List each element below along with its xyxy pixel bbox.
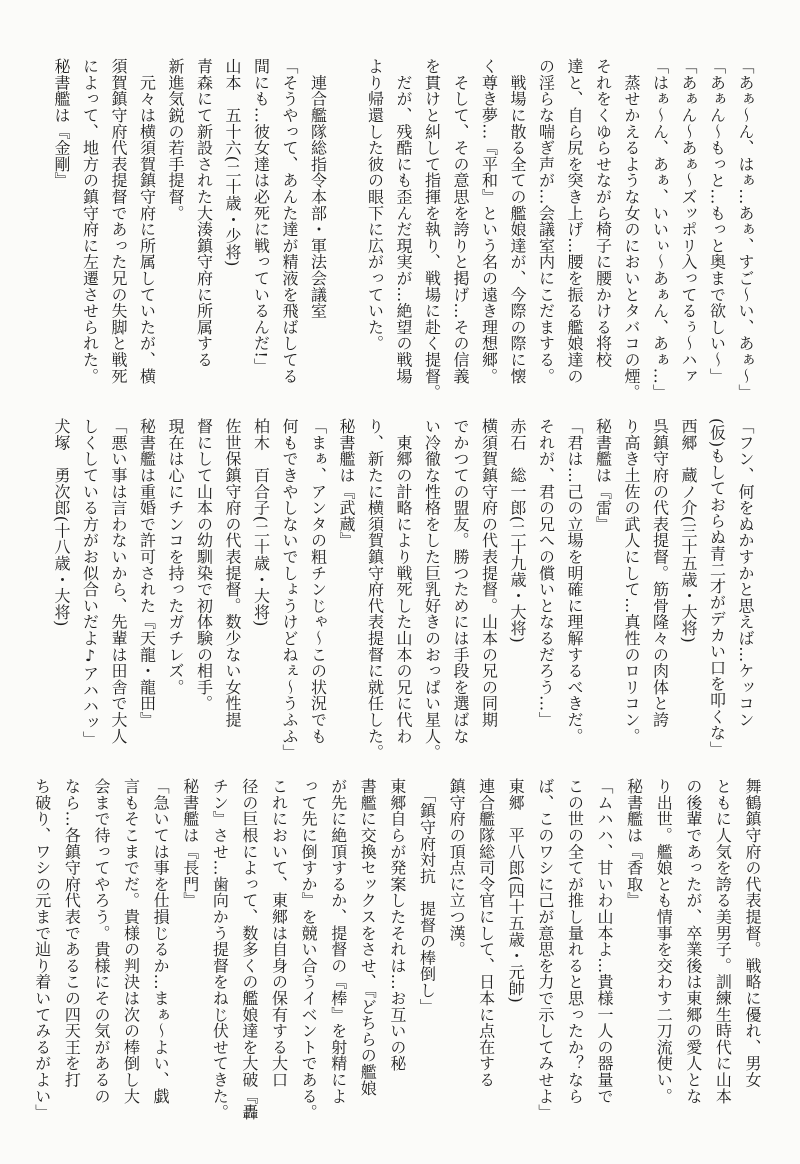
text-line: り、新たに横須賀鎮守府代表提督に就任した。	[365, 418, 385, 761]
text-line: 東郷の計略により戦死した山本の兄に代わ	[394, 418, 413, 744]
text-line: ち破り、ワシの元まで辿り着いてみるがよい」	[32, 778, 52, 1121]
text-line: り出世。艦娘とも情事を交わす二刀流使い。	[654, 778, 674, 1104]
text-line: 「あぁ～ん、はぁ…あぁ、すご～い、あぁ～」	[736, 58, 755, 401]
text-line: によって、地方の鎮守府に左遷させられた。	[80, 58, 100, 384]
text-line: が先に絶頂するか、提督の『棒』を射精によ	[328, 778, 348, 1104]
text-line: 横須賀鎮守府の代表提督。山本の兄の同期	[479, 418, 499, 728]
text-line: チン』させ…歯向かう提督をねじ伏せてきた。	[210, 778, 230, 1121]
text-line: 「そうやって、あんた達が精液を飛ばしてる	[280, 58, 299, 384]
text-line: 「フン、何をぬかすかと思えば…ケッコン	[736, 418, 755, 728]
text-line: 言もそこまでだ。貴様の判決は次の棒倒し大	[121, 778, 141, 1104]
text-line: 須賀鎮守府代表提督であった兄の失脚と戦死	[109, 58, 128, 384]
text-line: 元々は横須賀鎮守府に所属していたが、横	[137, 58, 157, 384]
text-line: の後輩であったが、卒業後は東郷の愛人とな	[683, 778, 703, 1104]
text-line: 「悪い事は言わないから、先輩は田舎で大人	[109, 418, 128, 744]
text-line: 「鎮守府対抗 提督の棒倒し」	[417, 778, 437, 1015]
text-line: 秘書艦は重婚で許可された『天龍・龍田』	[137, 418, 157, 728]
text-line: より帰還した彼の眼下に広がっていた。	[365, 58, 385, 352]
text-line: 佐世保鎮守府の代表提督。数少ない女性提	[223, 418, 242, 728]
text-line: 「あぁん～あぁ～ズッポリ入ってるぅ～ハァ	[679, 58, 698, 384]
text-line: 「君は…己の立場を明確に理解するべきだ。	[565, 418, 584, 744]
section-gap	[332, 58, 361, 393]
text-line: 秘書艦は『金剛』	[52, 58, 71, 189]
text-line: 連合艦隊総司令官にして、日本に点在する	[476, 778, 496, 1088]
text-line: 何もできやしないでしょうけどねぇ～うふふ」	[280, 418, 299, 761]
text-line: 間にも…彼女達は必死に戦っているんだ!」	[251, 58, 271, 375]
text-line: 鎮守府の頂点に立つ漢。	[447, 778, 467, 958]
text-line: なら…各鎮守府代表であるこの四天王を打	[62, 778, 82, 1088]
text-line: 呉鎮守府の代表提督。筋骨隆々の肉体と誇	[650, 418, 670, 728]
text-line: く尊き夢…『平和』という名の遠き理想郷。	[479, 58, 499, 384]
text-line: それをくゆらせながら椅子に腰かける将校	[593, 58, 613, 368]
text-line: い冷徹な性格をした巨乳好きのおっぱい星人。	[422, 418, 442, 761]
text-line: 新進気鋭の若手提督。	[166, 58, 185, 221]
text-line: 秘書艦は『長門』	[180, 778, 200, 909]
text-line: 督にして山本の幼馴染で初体験の相手。	[194, 418, 214, 712]
text-line: 連合艦隊総指令本部・軍法会議室	[308, 58, 328, 319]
text-line: 現在は心にチンコを持ったガチレズ。	[166, 418, 185, 696]
text-line: 「ムハハ、甘いわ山本よ…貴様一人の器量で	[595, 778, 615, 1104]
text-line: でかつての盟友。勝つためには手段を選ばな	[451, 418, 470, 744]
text-line: 秘書艦は『雷』	[593, 418, 613, 533]
text-line: の淫らな喘ぎ声が…会議室内にこだまする。	[536, 58, 556, 384]
text-line: (仮)もしておらぬ青二才がデカい口を叩くな」	[707, 418, 727, 758]
text-line: 舞鶴鎮守府の代表提督。戦略に優れ、男女	[743, 778, 762, 1088]
text-line: これにおいて、東郷は自身の保有する大口	[269, 778, 289, 1088]
text-line: 達と、自ら尻を突き上げ…腰を振る艦娘達の	[565, 58, 584, 384]
text-line: り高き土佐の武人にして…真性のロリコン。	[622, 418, 641, 744]
text-line: 秘書艦は『香取』	[624, 778, 644, 909]
text-line: 東郷 平八郎(四十五歳・元帥)	[506, 778, 526, 1003]
text-line: 東郷自らが発案したそれは…お互いの秘	[387, 778, 407, 1072]
text-line: 会まで待ってやろう。貴様にその気があるの	[91, 778, 111, 1104]
text-line: 犬塚 勇次郎(十八歳・大将)	[52, 418, 71, 627]
text-line: って先に倒すか』を競い合うイベントである。	[299, 778, 319, 1121]
text-line: 書艦に交換セックスをさせ、『どちらの艦娘	[358, 778, 378, 1096]
text-line: それが、君の兄への償いとなるだろう…」	[536, 418, 556, 728]
text-line: ともに人気を誇る美男子。訓練生時代に山本	[713, 778, 733, 1104]
text-line: だが、残酷にも歪んだ現実が…絶望の戦場	[394, 58, 413, 384]
text-line: そして、その意思を誇りと掲げ…その信義	[451, 58, 470, 384]
text-line: 山本 五十六(二十歳・少将)	[223, 58, 242, 267]
text-line: ば、このワシに己が意思を力で示してみせよ」	[535, 778, 555, 1121]
text-line: 径の巨根によって、数多くの艦娘達を大破『轟	[239, 778, 259, 1121]
text-line: 「まぁ、アンタの粗チンじゃ～この状況でも	[308, 418, 328, 744]
text-line: 赤石 総一郎(二十九歳・大将)	[508, 418, 527, 643]
text-line: 「はぁ～ん、あぁ、いいぃ～あぁん、あぁ…」	[650, 58, 670, 401]
text-line: 「あぁん～もっと…もっと奥まで欲しい～」	[707, 58, 727, 384]
text-tier-bottom	[27, 778, 767, 1121]
text-line: 西郷 蔵ノ介(三十五歳・大将)	[679, 418, 698, 643]
text-line: 蒸せかえるような女のにおいとタバコの煙。	[622, 58, 641, 401]
text-tier-middle	[47, 418, 760, 761]
text-tier-top	[47, 58, 760, 401]
text-line: 青森にて新設された大湊鎮守府に所属する	[194, 58, 214, 368]
text-line: 戦場に散る全ての艦娘達が、今際の際に懐	[508, 58, 527, 384]
text-line: 「急いては事を仕損じるか…まぁ～よい、戯	[151, 778, 171, 1104]
text-line: を貫けと糾して指揮を執り、戦場に赴く提督。	[422, 58, 442, 401]
text-line: しくしている方がお似合いだよ♪アハハッ」	[80, 418, 100, 747]
text-line: 柏木 百合子(二十歳・大将)	[251, 418, 271, 627]
text-line: 秘書艦は『武蔵』	[337, 418, 356, 549]
text-line: この世の全てが推し量れると思ったか？なら	[565, 778, 585, 1104]
